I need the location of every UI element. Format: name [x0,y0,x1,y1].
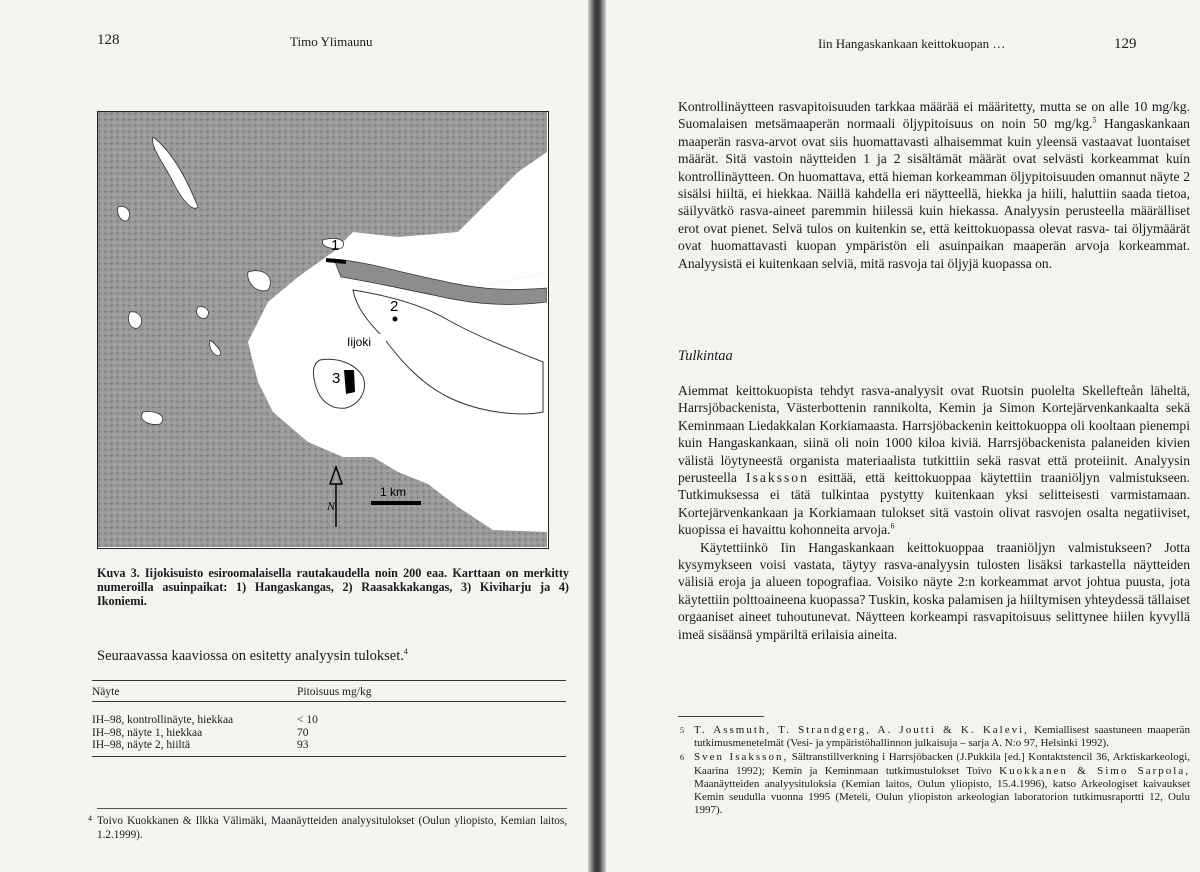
footnote-text: Toivo Kuokkanen & Ilkka Välimäki, Maanäytteiden analyysitulokset (Oulun yliopisto, Kemian laitos, 1.2.1999). [97,815,567,841]
site-marker-1 [326,260,346,262]
footnote-text: Kemiallisest saastuneen maaperän tutkimusmenetelmät (Vesi- ja ympäristöhallinnon julkaisuja – sarja A. N:o 97, Helsinki 1992). [694,724,1190,750]
author-name: Isaksson [746,470,809,486]
body-paragraph-3: Käytettiinkö Iin Hangaskankaan keittokuoppaa traaniöljyn valmistukseen? Jotta kysymykseen voisi vastata, täytyy rasva-analyysin tulosten lisäksi tarkastella näytteiden välisiä eroja ja alueen topografiaa. Voisiko näyte 2:n korkeammat arvot johtua puusta, jota käytettiin polttoaineena kuopassa? Tuskin, koska palamisen ja hiiltymisen yhteydessä tällaiset orgaaniset aineet tuhoutunevat. Näytteen korkeampi rasvapitoisuus selittynee hiilen kyvyllä imeä sisäänsä ympäriltä erilaisia aineita. [678,539,1190,642]
author-names: Sven Isaksson, [694,751,789,764]
site-marker-2 [393,317,398,322]
left-page [0,0,588,872]
footnote-text: Maanäytteiden analyysituloksia (Kemian laitos, Oulun yliopisto, 15.4.1996), katso Arkeologiset kaivaukset Kemin seudulla vuonna 1995 (Meteli, Oulun yliopiston arkeologian laboratorion tutkimusraportti 12, Oulu 1997). [694,777,1190,817]
paragraph-text: Kontrollinäytteen rasvapitoisuuden tarkkaa määrää ei määritetty, mutta se on alle 10 mg/kg. Suomalaisen metsämaaperän normaali öljypitoisuus on noin 50 mg/kg. [678,99,1190,132]
site-label-3: 3 [332,370,341,387]
body-paragraph-1 [678,98,1190,272]
table-header-row [92,681,566,702]
table-cell: 70 [297,726,309,739]
footnote-ref: 6 [890,521,895,531]
running-head-left: Timo Ylimaunu [290,34,373,49]
page-number-left: 128 [97,32,120,48]
table-cell: 93 [297,739,566,756]
body-paragraphs-2 [678,382,1190,643]
column-header: Pitoisuus mg/kg [297,681,566,702]
footnote-marker: 6 [680,753,684,763]
paragraph-text: esittää, että keittokuoppaa käytettiin traaniöljyn valmistukseen. Tutkimuksessa ei tätä tulkintaa pystytty kuitenkaan yksi selitteisesti varmistamaan. Kortejärvenkankaan ja Korkiamaan tulokset sitä vastoin olivat rasvojen osalta negatiiviset, kuopissa ei havaittu kohonneita arvoja. [678,470,1190,538]
paragraph-text: Aiemmat keittokuopista tehdyt rasva-analyysit ovat Ruotsin puolelta Skellefteån läheltä, Harrsjöbackenista, Västerbottenin rannikolta, Kemin ja Simon Kortejärvenkankaalta sekä Keminmaan Liedakkalan Korkiamaasta. Harrsjöbackenin keittokuoppa oli kooltaan pienempi kuin Hangaskankaan, siinä oli noin 1000 kiloa kiviä. Harrsjöbackenista palaneiden kivien välistä löytyneestä organista materiaalista tutkittiin sekä rasvat että proteiinit. Analyysin perusteella [678,383,1190,486]
section-heading: Tulkintaa [678,348,733,364]
footnote-5 [680,724,1190,750]
paragraph-text: Hangaskankaan maaperän rasva-arvot ovat siis huomattavasti alhaisemmat kuin yleensä vastaavat luontaiset määrät. Sitä vastoin näytteiden 1 ja 2 sisältämät määrät ovat selvästi korkeammat kuin kontrollinäytteen. On huomattava, että hieman korkeamman öljypitoisuuden omannut näyte 2 sisälsi hiiltä, ei hiekkaa. Näillä kahdella eri näytteellä, hiekka ja hiili, haluttiin saada tietoa, säilyvätkö rasva-aineet paremmin hiilessä kuin hiekassa. Analyysin perusteella määrälliset erot ovat pienet. Selvä tulos on kuitenkin se, että keittokuopassa olevat rasva- tai öljymäärät ovat huomattavasti kuopan ympäristön eli asuinpaikan maaperän arvoja korkeammat. Analyysistä ei kuitenkaan selviä, mitä rasvoja tai öljyjä kuopassa on. [678,116,1190,271]
scale-label: 1 km [380,485,407,499]
body-paragraph-2 [678,382,1190,539]
table-cell: IH–98, näyte 1, hiekkaa [92,726,203,739]
table-cell: IH–98, näyte 2, hiiltä [92,739,297,756]
footnote-6 [680,751,1191,817]
table-row [92,702,566,727]
river-label: Iijoki [347,335,372,349]
lake [196,307,208,319]
book-gutter [588,0,606,872]
table-row [92,727,566,740]
results-table [92,680,566,757]
intro-text: Seuraavassa kaaviossa on esitetty analyysin tulokset. [97,648,404,664]
column-header: Näyte [92,681,297,702]
north-label: N [327,499,336,513]
footnote-rule [678,716,764,717]
map-svg [98,112,547,547]
island [353,290,543,414]
right-page [606,0,1200,872]
author-names: Kuokkanen & Simo Sarpola, [999,764,1191,777]
site-label-2: 2 [390,298,399,315]
footnote-marker: 5 [680,726,684,735]
footnote-left [88,808,567,842]
footnotes-right [678,724,1190,818]
figure-caption: Kuva 3. Iijokisuisto esiroomalaisella rautakaudella noin 200 eaa. Karttaan on merkitty numeroilla asuinpaikat: 1) Hangaskangas, 2) Raasakkakangas, 3) Kiviharju ja 4) Ikoniemi. [97,566,569,608]
intro-paragraph [97,648,567,665]
footnote-marker: 4 [88,814,92,823]
table-row [92,739,566,756]
table-cell: < 10 [297,714,318,726]
page-number-right: 129 [1114,36,1137,52]
footnote-ref: 5 [1092,115,1097,125]
table-cell: IH–98, kontrollinäyte, hiekkaa [92,714,234,726]
footnote-ref: 4 [403,647,408,657]
site-label-1: 1 [331,237,340,254]
footnote-text: Sältranstillverkning i Harrsjöbacken (J.Pukkila [ed.] Kontaktstencil 36, Arktiskarkeologi, Kaarina 1992); Kemin ja Keminmaan tutkimustulokset Toivo [694,751,1190,777]
scale-bar [371,501,421,505]
map-figure [97,111,549,549]
running-head-right: Iin Hangaskankaan keittokuopan … [818,36,1006,51]
land-area [98,112,547,547]
author-names: T. Assmuth, T. Strandgerg, A. Joutti & K. Kalevi, [694,724,1029,736]
